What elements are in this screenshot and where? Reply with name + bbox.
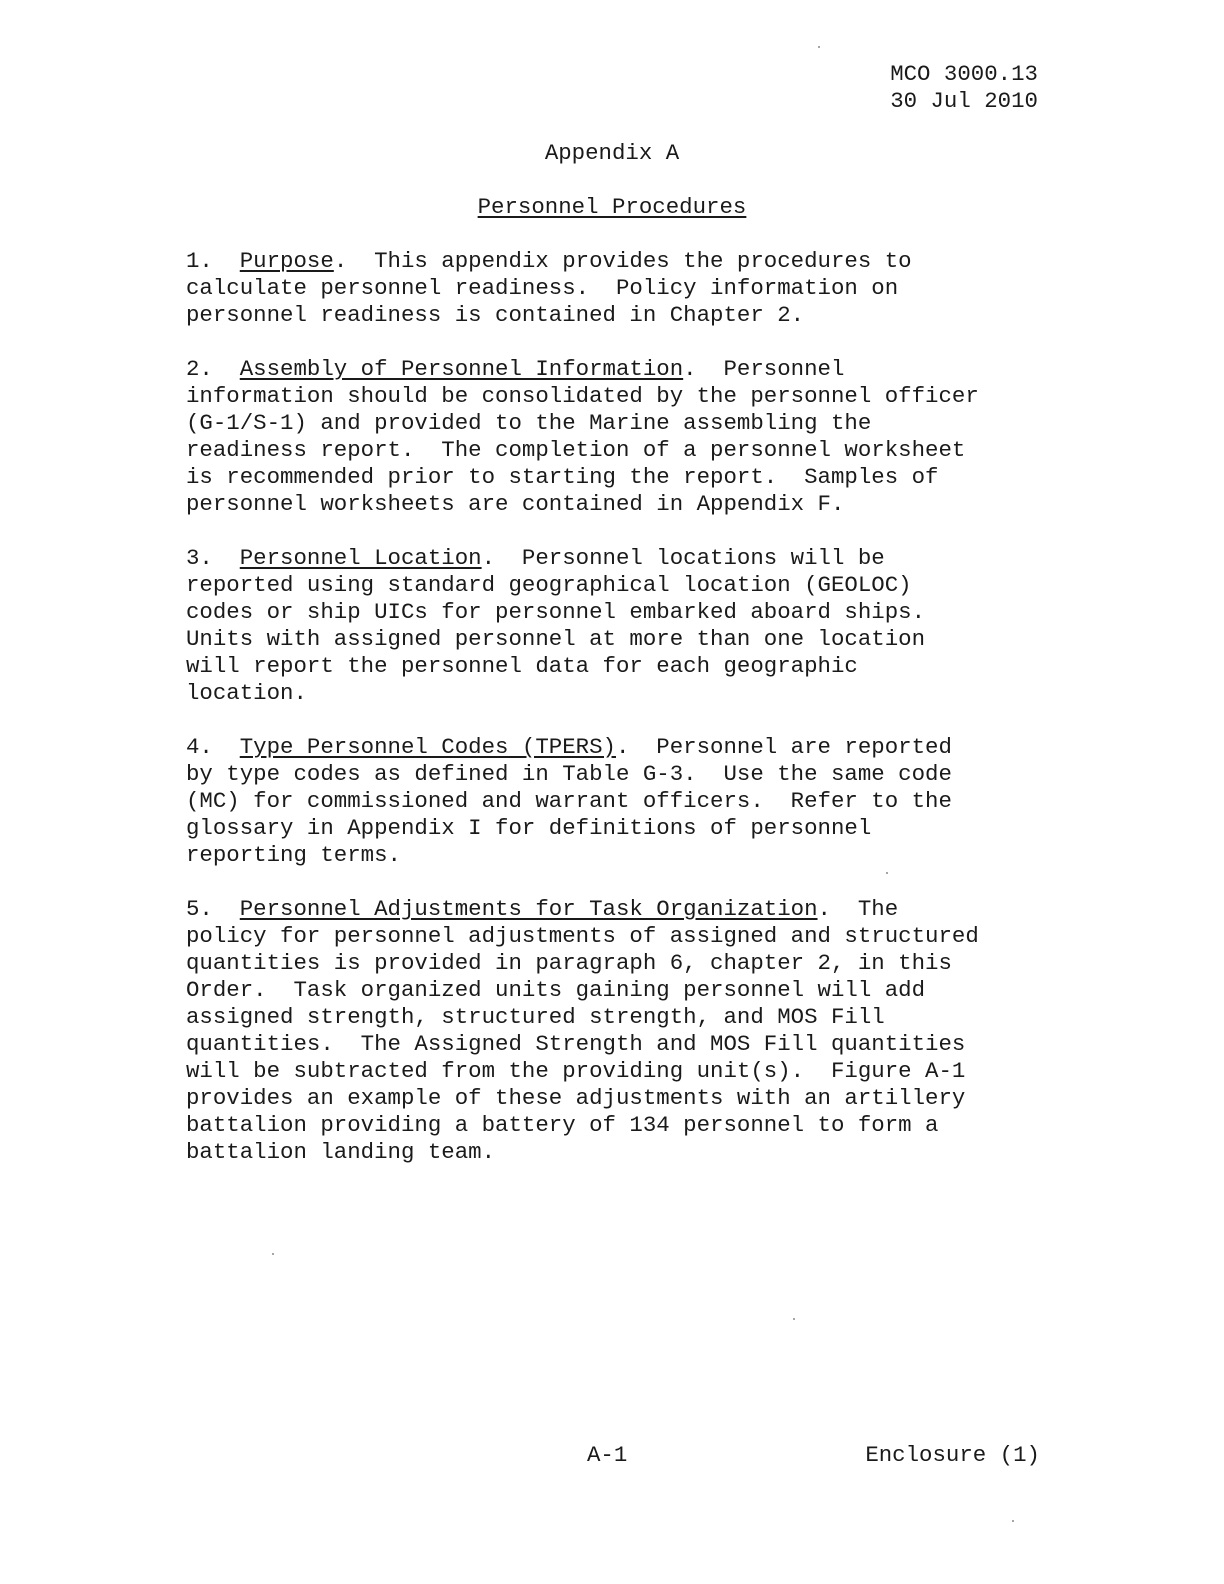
paragraph-text: . Personnel are reported by type codes as defined in Table G-3. Use the same code (MC) for commissioned and warrant officers. Refer to the glossary in Appendix I for definitions of personnel reporting terms. [186, 734, 952, 868]
paragraph-location [186, 545, 1046, 707]
paragraph-assembly [186, 356, 1046, 518]
paragraph-purpose [186, 248, 1046, 329]
paragraph-tpers [186, 734, 1046, 869]
enclosure-label: Enclosure (1) [865, 1442, 1040, 1468]
paragraph-heading: Type Personnel Codes (TPERS) [239, 734, 616, 760]
order-number: MCO 3000.13 [890, 61, 1038, 87]
order-date: 30 Jul 2010 [890, 88, 1038, 114]
section-title: Personnel Procedures [477, 194, 747, 220]
paragraph-adjustments [186, 896, 1046, 1166]
paragraph-text: . This appendix provides the procedures to calculate personnel readiness. Policy information on personnel readiness is contained in Chapter 2. [186, 248, 912, 328]
paragraph-number: 2. [186, 356, 213, 382]
paragraph-text: . The policy for personnel adjustments of assigned and structured quantities is provided in paragraph 6, chapter 2, in this Order. Task organized units gaining personnel will add assigned strength, structured strength, and MOS Fill quantities. The Assigned Strength and MOS Fill quantities will be subtracted from the providing unit(s). Figure A-1 provides an example of these adjustments with an artillery battalion providing a battery of 134 personnel to form a battalion landing team. [186, 896, 979, 1165]
paragraph-number: 3. [186, 545, 213, 571]
paragraph-heading: Assembly of Personnel Information [239, 356, 684, 382]
scan-speck [886, 872, 888, 874]
paragraph-heading: Personnel Location [239, 545, 482, 571]
paragraph-text: . Personnel locations will be reported using standard geographical location (GEOLOC) codes or ship UICs for personnel embarked aboard ships. Units with assigned personnel at more than one location will report the personnel data for each geographic location. [186, 545, 926, 706]
paragraph-number: 5. [186, 896, 213, 922]
paragraph-heading: Purpose [239, 248, 334, 274]
appendix-title: Appendix A [544, 140, 680, 166]
paragraph-number: 4. [186, 734, 213, 760]
scan-speck [793, 1318, 795, 1320]
paragraph-heading: Personnel Adjustments for Task Organization [239, 896, 818, 922]
scan-speck [818, 46, 820, 48]
paragraph-text: . Personnel information should be consolidated by the personnel officer (G-1/S-1) and provided to the Marine assembling the readiness report. The completion of a personnel worksheet is recommended prior to starting the report. Samples of personnel worksheets are contained in Appendix F. [186, 356, 979, 517]
section-title-wrapper [0, 194, 1224, 221]
scan-speck [272, 1253, 274, 1255]
scan-speck [1012, 1520, 1014, 1522]
document-body [186, 248, 1046, 1193]
paragraph-number: 1. [186, 248, 213, 274]
page-number: A-1 [587, 1442, 628, 1468]
document-header [890, 61, 1038, 115]
